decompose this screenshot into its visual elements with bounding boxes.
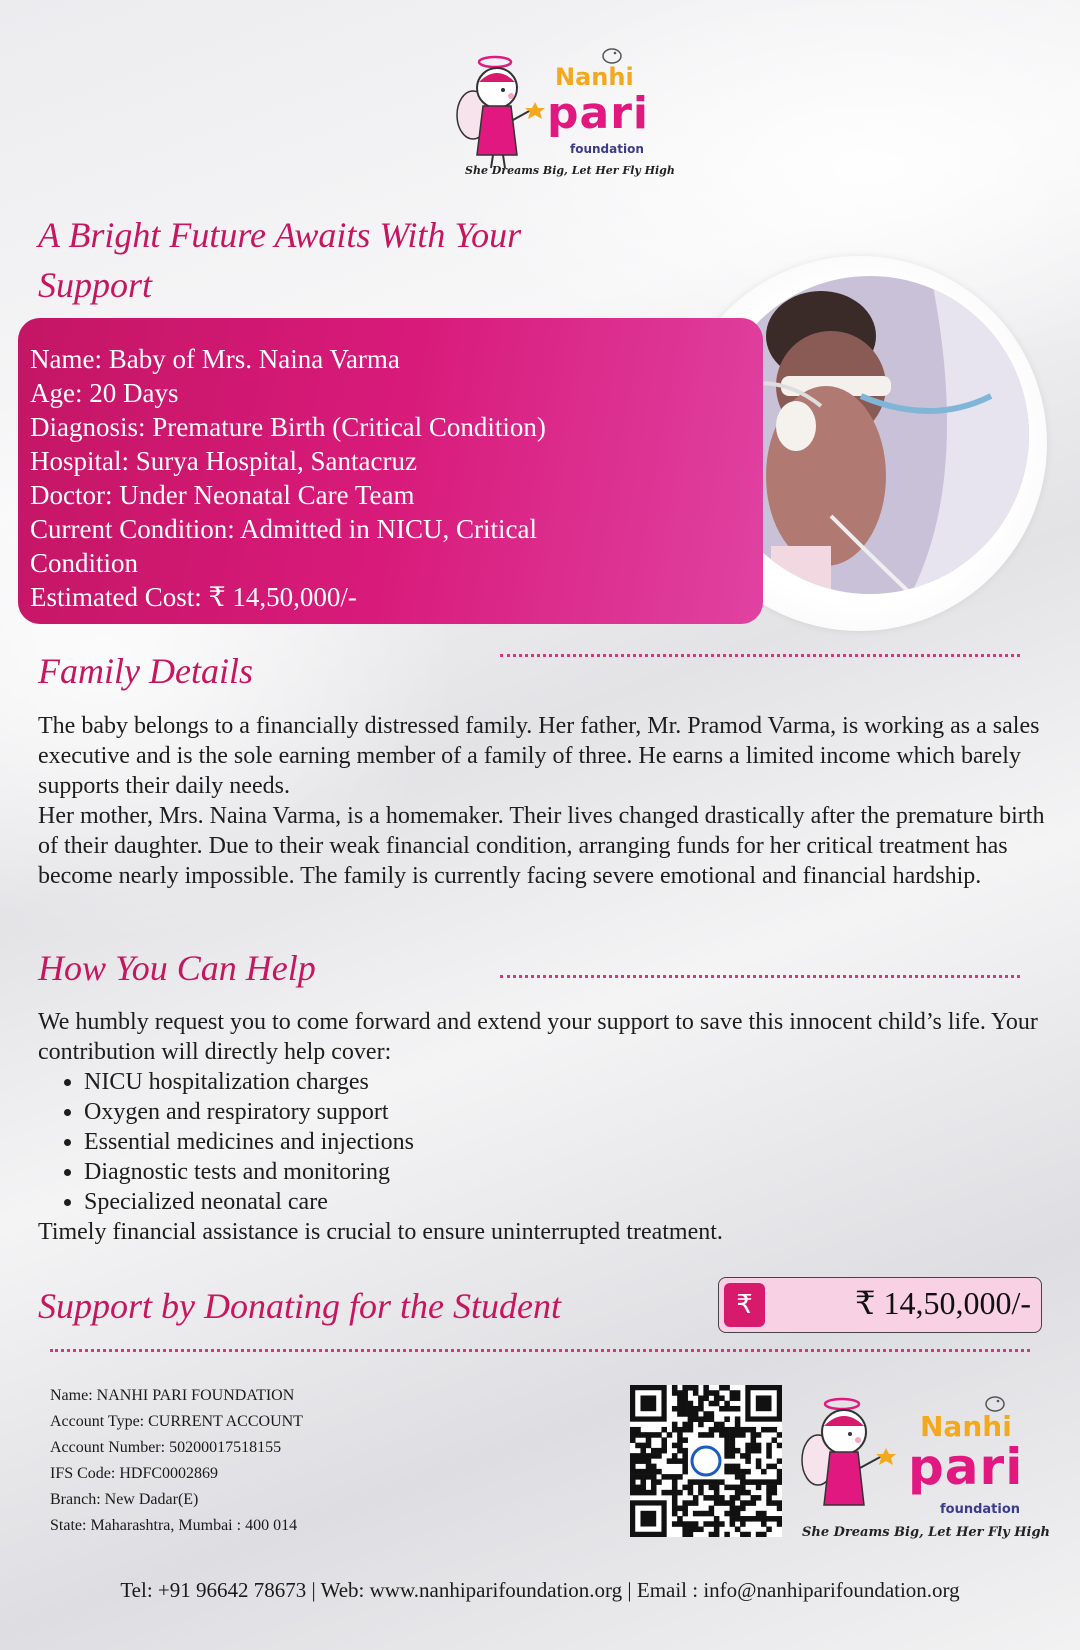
logo-tagline: She Dreams Big, Let Her Fly High [465, 164, 675, 177]
bank-account-type: Account Type: CURRENT ACCOUNT [50, 1413, 303, 1430]
list-item: • NICU hospitalization charges [84, 1067, 1058, 1097]
list-item: • Diagnostic tests and monitoring [84, 1157, 1058, 1187]
donation-amount: ₹ 14,50,000/- [855, 1285, 1031, 1321]
help-intro: We humbly request you to come forward and extend your support to save this innocent child’s life. Your contribution will directly help cover: [38, 1009, 1038, 1065]
bank-branch: Branch: New Dadar(E) [50, 1491, 199, 1508]
patient-age: Age: 20 Days [30, 378, 179, 408]
logo-pari: pari [908, 1438, 1024, 1496]
help-heading: How You Can Help [38, 948, 316, 988]
bank-name: Name: NANHI PARI FOUNDATION [50, 1387, 295, 1404]
patient-condition: Current Condition: Admitted in NICU, Critical Condition [30, 514, 537, 578]
family-paragraph-1: The baby belongs to a financially distressed family. Her father, Mr. Pramod Varma, is working as a sales executive and is the sole earning member of a family of three. He earns a limited income which barely supports their daily needs. [38, 713, 1040, 799]
patient-info-card [18, 318, 763, 624]
qr-code[interactable] [630, 1385, 782, 1537]
logo-nanhi: Nanhi [555, 63, 634, 91]
logo-pari: pari [547, 88, 649, 139]
page-title: A Bright Future Awaits With Your Support [38, 215, 522, 305]
rupee-icon: ₹ [724, 1283, 765, 1327]
list-item: • Specialized neonatal care [84, 1187, 1058, 1217]
family-heading: Family Details [38, 651, 253, 691]
patient-doctor: Doctor: Under Neonatal Care Team [30, 480, 415, 510]
list-item: • Essential medicines and injections [84, 1127, 1058, 1157]
list-item: • Oxygen and respiratory support [84, 1097, 1058, 1127]
foundation-logo [800, 1390, 1051, 1550]
divider [500, 654, 1020, 657]
bank-details [50, 1383, 303, 1539]
patient-hospital: Hospital: Surya Hospital, Santacruz [30, 446, 417, 476]
logo-foundation: foundation [940, 1502, 1021, 1517]
family-text [38, 711, 1048, 891]
divider [50, 1349, 1030, 1352]
help-text [38, 1007, 1058, 1247]
patient-cost: Estimated Cost: ₹ 14,50,000/- [30, 582, 357, 612]
patient-diagnosis: Diagnosis: Premature Birth (Critical Condition) [30, 412, 546, 442]
foundation-logo [455, 40, 675, 190]
bank-ifsc: IFS Code: HDFC0002869 [50, 1465, 219, 1482]
logo-foundation: foundation [570, 142, 644, 156]
logo-tagline: She Dreams Big, Let Her Fly High [802, 1525, 1051, 1540]
bank-state: State: Maharashtra, Mumbai : 400 014 [50, 1517, 298, 1534]
divider [500, 975, 1020, 978]
donate-heading: Support by Donating for the Student [38, 1286, 561, 1326]
donation-amount-box [718, 1277, 1042, 1333]
contact-footer: Tel: +91 96642 78673 | Web: www.nanhiparifoundation.org | Email : info@nanhiparifoundation.org [120, 1578, 960, 1602]
patient-name: Name: Baby of Mrs. Naina Varma [30, 344, 400, 374]
help-list [38, 1067, 1058, 1217]
bank-account-number: Account Number: 50200017518155 [50, 1439, 282, 1456]
logo-nanhi: Nanhi [920, 1410, 1012, 1443]
help-closing: Timely financial assistance is crucial to ensure uninterrupted treatment. [38, 1219, 723, 1245]
family-paragraph-2: Her mother, Mrs. Naina Varma, is a homemaker. Their lives changed drastically after the premature birth of their daughter. Due to their weak financial condition, arranging funds for her critical treatment has become nearly impossible. The family is currently facing severe emotional and financial hardship. [38, 803, 1045, 889]
